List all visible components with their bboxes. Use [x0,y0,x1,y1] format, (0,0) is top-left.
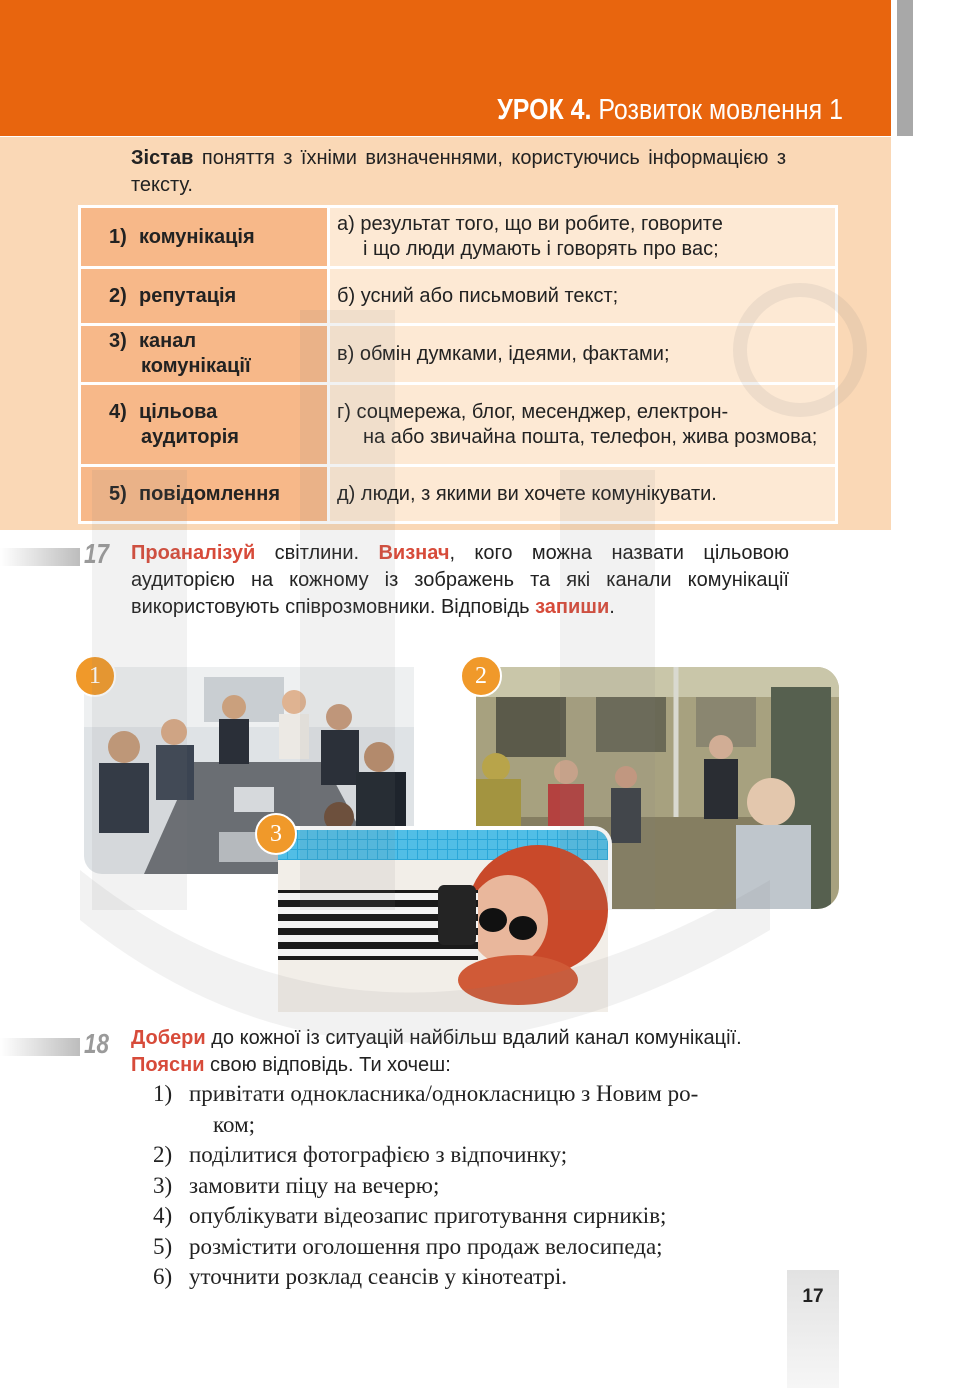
term-label: цільова [139,400,218,423]
intro-keyword: Зістав [131,147,194,169]
item-text: розмістити оголошення про продаж велосипеда; [189,1233,663,1259]
keyword-write: запиши [535,596,610,618]
table-row [80,466,837,523]
exercise-18-marker [0,1038,80,1056]
text-fragment: світлини. [255,542,379,564]
item-text: привітати однокласника/однокласницю з Новим ро- [189,1081,699,1106]
definition-letter: а) [337,213,355,235]
term-cell [80,268,329,325]
lesson-number: УРОК 4. [497,94,592,126]
definition-letter: г) [337,400,351,423]
item-text: замовити піцу на вечерю; [189,1172,440,1198]
term-cell [80,325,329,384]
item-number: 3) [153,1172,173,1198]
definition-letter: б) [337,284,356,307]
term-cell [80,207,329,268]
table-row [80,325,837,384]
definition-letter: д) [337,482,356,505]
list-item [153,1140,843,1171]
photo-selfie [278,826,612,1012]
term-cell [80,466,329,523]
list-item [153,1079,843,1140]
term-label: канал [139,330,197,352]
item-number: 4) [153,1203,173,1228]
term-label: репутація [139,284,237,307]
text-fragment: . [609,596,615,618]
definition-continuation: і що люди думають і говорять про вас; [363,238,719,260]
item-text: поділитися фотографією з відпочинку; [189,1142,568,1167]
text-fragment: , кого можна назвати цільовою аудиторією на кожному із зображень та які канали комунікації використовують співрозмовники. Відповідь [131,542,789,618]
item-number: 1) [153,1081,173,1106]
item-number: 5) [153,1233,173,1259]
definition-text: усний або письмовий текст; [360,284,619,307]
term-number: 1) [109,225,127,248]
photo-badge-2: 2 [460,655,502,697]
term-label: комунікація [139,225,255,248]
text-fragment: свою відповідь. Ти хочеш: [204,1054,451,1076]
item-text: уточнити розклад сеансів у кінотеатрі. [189,1264,567,1289]
exercise-17-text [131,540,789,621]
table-row [80,268,837,325]
item-number: 2) [153,1142,173,1167]
item-number: 6) [153,1264,173,1289]
term-number: 5) [109,482,127,505]
keyword-choose: Добери [131,1027,206,1049]
definition-continuation: на або звичайна пошта, телефон, жива розмова; [363,425,818,448]
keyword-explain: Поясни [131,1054,205,1076]
exercise-17-marker [0,548,80,566]
table-row [80,207,837,268]
definition-cell [329,466,837,523]
matching-intro [131,145,786,199]
definition-cell [329,268,837,325]
list-item [153,1232,843,1263]
list-item [153,1201,843,1232]
term-label: повідомлення [139,482,280,505]
item-text: опублікувати відеозапис приготування сирників; [189,1203,667,1228]
term-number: 2) [109,284,127,307]
photo-badge-1: 1 [74,655,116,697]
situations-list [153,1079,843,1293]
list-item [153,1262,843,1293]
exercise-18-text [131,1025,789,1079]
exercise-17-number: 17 [84,538,109,569]
definition-text: обмін думками, ідеями, фактами; [359,342,670,365]
item-continuation: ком; [213,1111,256,1137]
text-fragment: до кожної із ситуацій найбільш вдалий канал комунікації. [205,1027,742,1049]
definition-text: люди, з якими ви хочете комунікувати. [360,482,717,505]
definition-letter: в) [337,342,355,365]
matching-table [78,205,838,524]
lesson-topic: Розвиток мовлення 1 [598,94,843,126]
keyword-analyze: Проаналізуй [131,542,256,564]
keyword-determine: Визнач [378,542,450,564]
definition-text: результат того, що ви робите, говорите [360,213,723,235]
term-continuation: аудиторія [141,425,239,448]
term-cell [80,384,329,466]
header-side-bar [897,0,913,136]
term-number: 3) [109,330,127,352]
page-number: 17 [802,1286,824,1307]
exercise-18-number: 18 [84,1028,109,1059]
selfie-illustration [278,830,608,1012]
list-item [153,1171,843,1202]
definition-cell [329,325,837,384]
table-row [80,384,837,466]
definition-text: соцмережа, блог, месенджер, електрон- [356,400,729,423]
definition-cell [329,207,837,268]
term-continuation: комунікації [141,355,251,377]
lesson-title [497,92,843,128]
intro-text: поняття з їхніми визначеннями, користуючись інформацією з тексту. [131,147,786,196]
definition-cell [329,384,837,466]
photo-badge-3: 3 [255,813,297,855]
term-number: 4) [109,400,127,423]
